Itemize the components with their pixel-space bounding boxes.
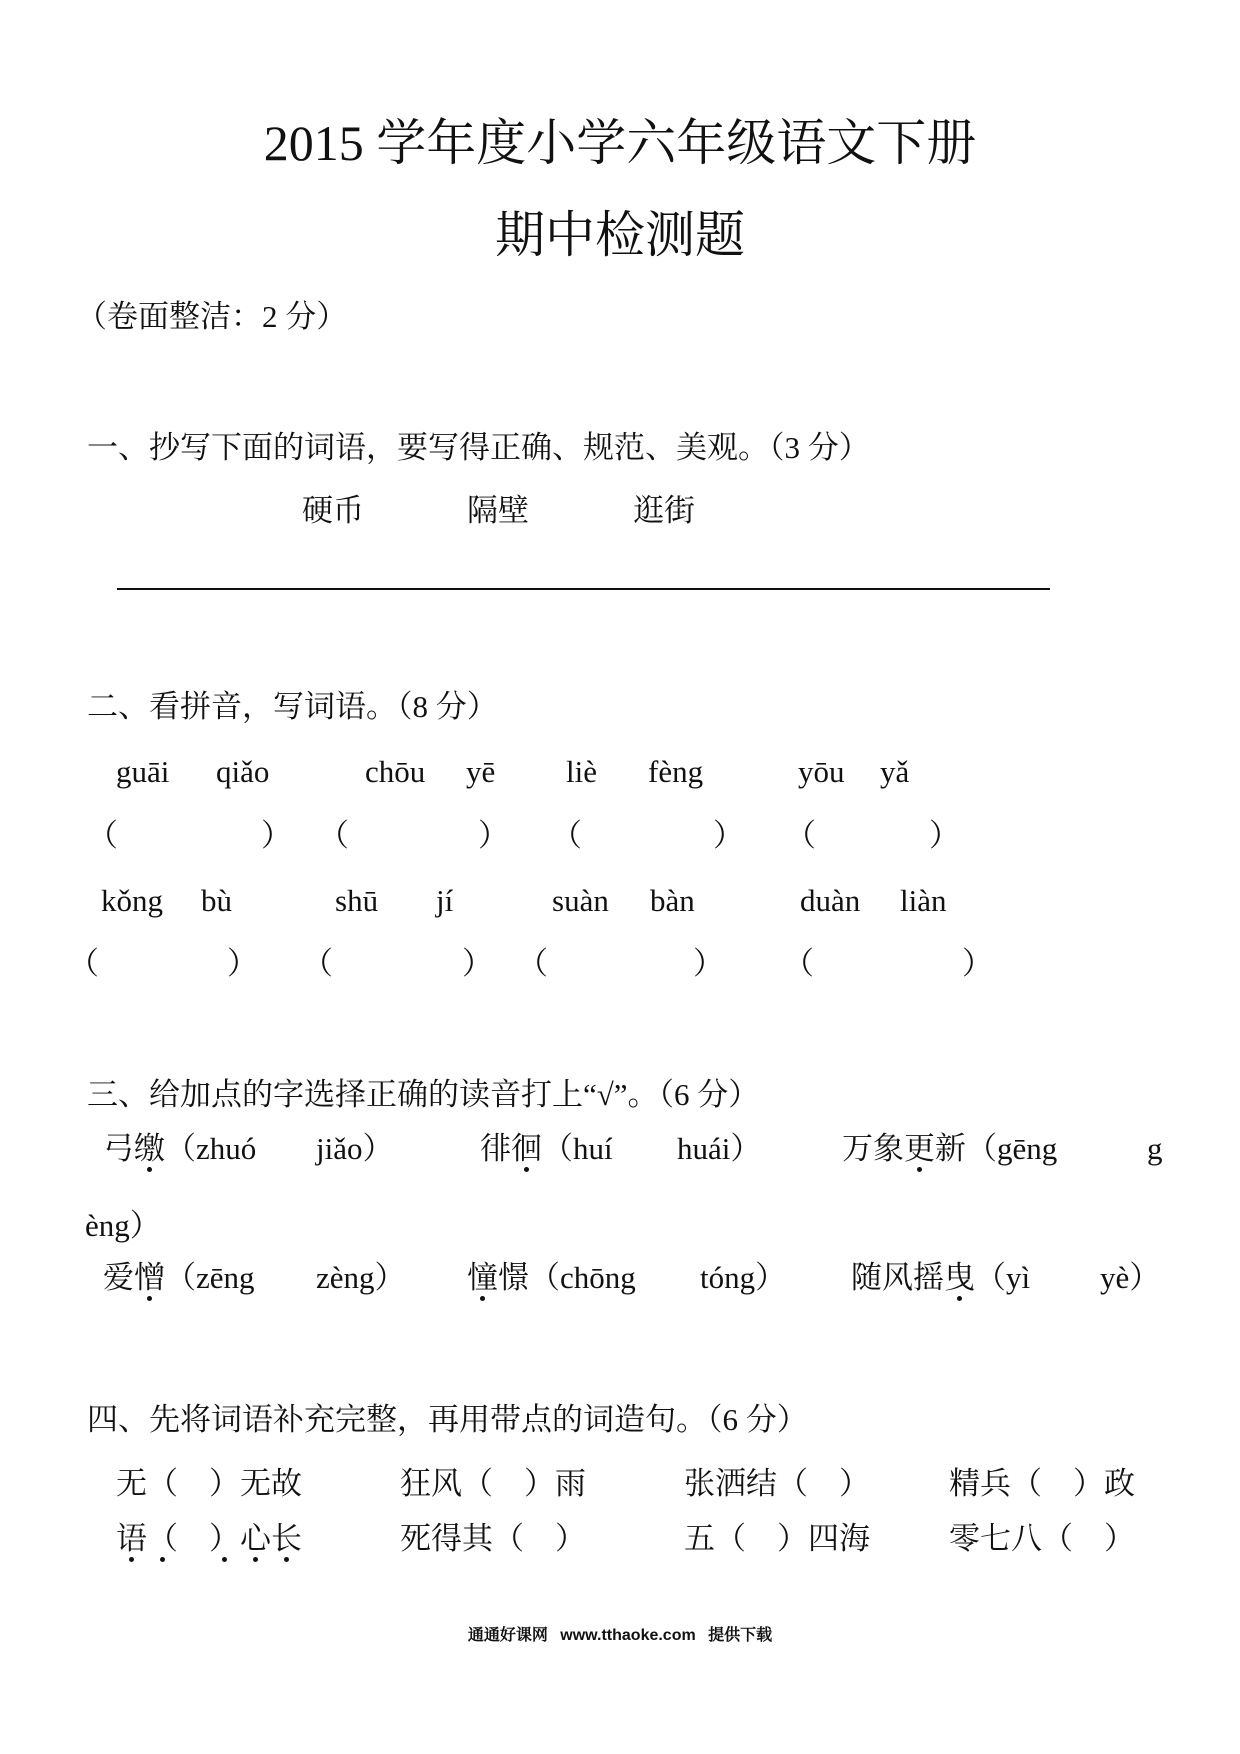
pinyin-syllable: qiǎo <box>216 754 270 789</box>
section-1-heading: 一、抄写下面的词语，要写得正确、规范、美观。（3 分） <box>87 430 870 465</box>
section-2-heading: 二、看拼音，写词语。（8 分） <box>87 689 498 724</box>
idiom-post: 雨 <box>555 1466 586 1501</box>
close-paren: ） <box>1073 1466 1104 1501</box>
close-paren: ） <box>1129 1260 1161 1295</box>
idiom-pre: 无 <box>116 1466 147 1501</box>
word-text: 爱 <box>103 1260 134 1295</box>
reading-item-option-2 <box>85 1207 161 1244</box>
idiom-item <box>116 1465 302 1502</box>
word-text: 弓 <box>103 1131 134 1166</box>
close-paren: ） <box>129 1208 161 1243</box>
idiom-pre: 狂风 <box>400 1466 462 1501</box>
open-paren: （ <box>1042 1521 1073 1556</box>
reading-item <box>103 1130 256 1167</box>
idiom-pre: 精兵 <box>949 1466 1011 1501</box>
close-paren: ） <box>839 1466 870 1501</box>
pinyin-syllable: liàn <box>900 883 947 918</box>
answer-blank-close-paren: ） <box>478 818 509 853</box>
answer-blank-close-paren: ） <box>227 946 258 981</box>
pinyin-syllable: guāi <box>116 754 170 789</box>
open-paren: （ <box>966 1131 997 1166</box>
pinyin-option-2-tail: èng <box>85 1208 130 1243</box>
idiom-post: 政 <box>1104 1466 1135 1501</box>
idiom-item <box>684 1520 870 1557</box>
idiom-item <box>400 1520 586 1557</box>
open-paren: （ <box>165 1260 196 1295</box>
dotted-char: 徊 <box>511 1131 542 1166</box>
dotted-close-paren: ） <box>209 1521 240 1556</box>
pinyin-syllable: jí <box>436 883 454 918</box>
exam-subtitle: 期中检测题 <box>495 207 745 263</box>
pinyin-option-1: gēng <box>997 1131 1058 1166</box>
idiom-item <box>684 1465 870 1502</box>
answer-blank-close-paren: ） <box>713 818 744 853</box>
copy-word: 逛街 <box>633 493 695 528</box>
close-paren: ） <box>555 1521 586 1556</box>
open-paren: （ <box>1011 1466 1042 1501</box>
neatness-note: （卷面整洁：2 分） <box>76 299 348 334</box>
reading-item-option-2 <box>700 1259 786 1296</box>
answer-blank-open-paren: （ <box>785 818 816 853</box>
reading-item <box>467 1259 636 1296</box>
pinyin-syllable: shū <box>335 883 379 918</box>
answer-blank-open-paren: （ <box>551 818 582 853</box>
dotted-char: 憎 <box>134 1260 165 1295</box>
idiom-pre: 零七八 <box>949 1521 1042 1556</box>
pinyin-option-1: huí <box>573 1131 613 1166</box>
dotted-char: 缴 <box>134 1131 165 1166</box>
idiom-pre: 死得其 <box>400 1521 493 1556</box>
answer-blank-open-paren: （ <box>517 946 548 981</box>
section-3-heading: 三、给加点的字选择正确的读音打上“√”。（6 分） <box>87 1077 760 1112</box>
idiom-post: 四海 <box>808 1521 870 1556</box>
pinyin-option-2: jiǎo <box>316 1131 363 1166</box>
pinyin-option-1: zēng <box>196 1260 255 1295</box>
pinyin-option-1: chōng <box>560 1260 636 1295</box>
reading-item <box>103 1259 255 1296</box>
idiom-post: 无故 <box>240 1466 302 1501</box>
exam-title: 2015 学年度小学六年级语文下册 <box>263 115 977 171</box>
section-4-heading: 四、先将词语补充完整，再用带点的词造句。（6 分） <box>87 1402 808 1437</box>
reading-item <box>842 1130 1057 1167</box>
idiom-item <box>949 1520 1135 1557</box>
close-paren: ） <box>524 1466 555 1501</box>
dotted-char: 更 <box>904 1131 935 1166</box>
word-text: 万象 <box>842 1131 904 1166</box>
answer-blank-close-paren: ） <box>261 818 292 853</box>
answer-blank-open-paren: （ <box>783 946 814 981</box>
open-paren: （ <box>165 1131 196 1166</box>
dotted-char: 心 <box>240 1521 271 1556</box>
word-text: 憬 <box>498 1260 529 1295</box>
idiom-item <box>949 1465 1135 1502</box>
idiom-pre: 五 <box>684 1521 715 1556</box>
pinyin-syllable: suàn <box>552 883 609 918</box>
open-paren: （ <box>542 1131 573 1166</box>
close-paren: ） <box>374 1260 406 1295</box>
pinyin-option-1: zhuó <box>196 1131 257 1166</box>
pinyin-syllable: liè <box>566 754 597 789</box>
pinyin-syllable: yǎ <box>880 754 910 789</box>
answer-blank-close-paren: ） <box>693 946 724 981</box>
word-text: 新 <box>935 1131 966 1166</box>
open-paren: （ <box>529 1260 560 1295</box>
word-text: 随风摇 <box>851 1260 944 1295</box>
answer-blank-close-paren: ） <box>962 946 993 981</box>
pinyin-syllable: yē <box>466 754 496 789</box>
pinyin-option-2: yè <box>1100 1260 1130 1295</box>
close-paren: ） <box>730 1131 762 1166</box>
pinyin-option-2-head: g <box>1147 1131 1163 1166</box>
close-paren: ） <box>755 1260 787 1295</box>
answer-blank-open-paren: （ <box>68 946 99 981</box>
answer-blank-close-paren: ） <box>929 818 960 853</box>
word-text: 徘 <box>480 1131 511 1166</box>
open-paren: （ <box>493 1521 524 1556</box>
open-paren: （ <box>715 1521 746 1556</box>
pinyin-option-2: huái <box>677 1131 731 1166</box>
close-paren: ） <box>1104 1521 1135 1556</box>
copy-writing-line <box>117 588 1050 590</box>
reading-item-option-2 <box>316 1259 406 1296</box>
pinyin-option-2: tóng <box>700 1260 756 1295</box>
close-paren: ） <box>777 1521 808 1556</box>
open-paren: （ <box>975 1260 1006 1295</box>
answer-blank-open-paren: （ <box>318 818 349 853</box>
open-paren: （ <box>147 1466 178 1501</box>
open-paren: （ <box>462 1466 493 1501</box>
pinyin-syllable: bàn <box>650 883 695 918</box>
pinyin-syllable: kǒng <box>101 883 163 918</box>
reading-item <box>480 1130 613 1167</box>
page-footer: 通通好课网 www.tthaoke.com 提供下载 <box>467 1627 773 1644</box>
idiom-item <box>400 1465 586 1502</box>
dotted-char: 憧 <box>467 1260 498 1295</box>
dotted-char: 语 <box>116 1521 147 1556</box>
pinyin-syllable: fèng <box>648 754 704 789</box>
pinyin-option-2: zèng <box>316 1260 375 1295</box>
close-paren: ） <box>209 1466 240 1501</box>
copy-word: 隔壁 <box>467 493 529 528</box>
answer-blank-open-paren: （ <box>87 818 118 853</box>
answer-blank-close-paren: ） <box>462 946 493 981</box>
dotted-char: 长 <box>271 1521 302 1556</box>
pinyin-syllable: yōu <box>798 754 845 789</box>
copy-word: 硬币 <box>302 493 364 528</box>
reading-item-option-2 <box>316 1130 394 1167</box>
close-paren: ） <box>362 1131 394 1166</box>
open-paren: （ <box>777 1466 808 1501</box>
pinyin-syllable: duàn <box>800 883 861 918</box>
dotted-char: 曳 <box>944 1260 975 1295</box>
idiom-pre: 张洒结 <box>684 1466 777 1501</box>
pinyin-syllable: bù <box>201 883 232 918</box>
reading-item <box>851 1259 1030 1296</box>
pinyin-option-1: yì <box>1006 1260 1031 1295</box>
pinyin-syllable: chōu <box>365 754 426 789</box>
reading-item-option-2 <box>677 1130 761 1167</box>
reading-item-option-2 <box>1100 1259 1160 1296</box>
answer-blank-open-paren: （ <box>302 946 333 981</box>
idiom-item-dotted <box>116 1520 302 1557</box>
dotted-open-paren: （ <box>147 1521 178 1556</box>
